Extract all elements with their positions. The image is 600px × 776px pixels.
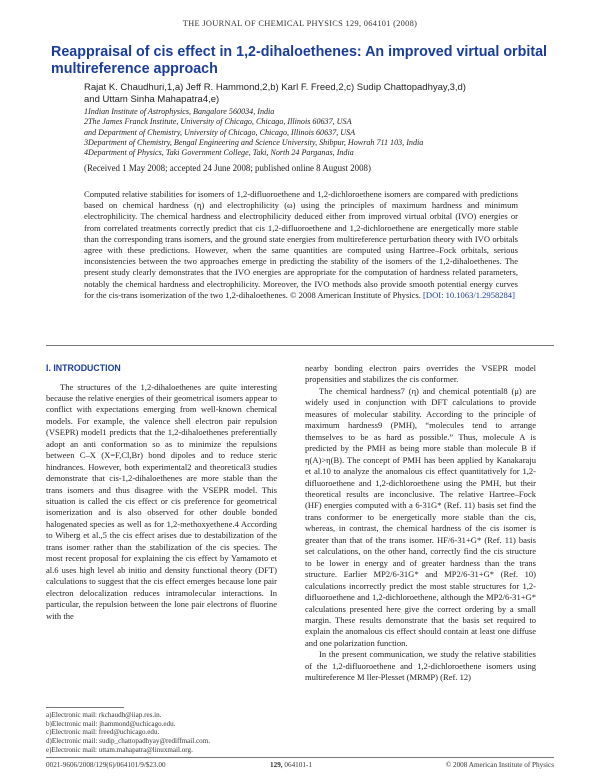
affiliation: 2The James Franck Institute, University of Chicago, Chicago, Illinois 60637, USA [84, 117, 352, 127]
affiliation: 1Indian Institute of Astrophysics, Bangalore 560034, India [84, 107, 275, 116]
section-divider [46, 345, 554, 346]
intro-paragraph-1-cont: nearby bonding electron pairs overrides the VSEPR model propensities and stabilizes the cis conformer. [305, 363, 536, 385]
footnote: b)Electronic mail: jhammond@uchicago.edu. [46, 719, 176, 728]
affiliations [84, 107, 544, 158]
running-head: THE JOURNAL OF CHEMICAL PHYSICS 129, 064101 (2008) [182, 19, 418, 28]
footer-page-number [270, 761, 312, 769]
footnote-divider [46, 707, 124, 708]
footnote: d)Electronic mail: sudip_chattopadhyay@rediffmail.com. [46, 737, 210, 746]
section-heading: I. INTRODUCTION [46, 363, 121, 373]
article-title: Reappraisal of cis effect in 1,2-dihaloethenes: An improved virtual orbital multireference approach [51, 44, 548, 77]
footer-issn: 0021-9606/2008/129(6)/064101/9/$23.00 [46, 761, 166, 769]
footnote: c)Electronic mail: freed@uchicago.edu. [46, 728, 160, 737]
left-column [46, 363, 277, 622]
author-list [84, 82, 524, 105]
footer-copyright: © 2008 American Institute of Physics [445, 761, 554, 769]
footnotes [46, 711, 286, 755]
intro-paragraph-3: In the present communication, we study the relative stabilities of the 1,2-difluoroethene and 1,2-dichloroethene isomers using multireference M ller-Plesset (MRMP) (Ref. 12) [305, 649, 536, 683]
abstract [84, 189, 518, 301]
authors-line-1: Rajat K. Chaudhuri,1,a) Jeff R. Hammond,2,b) Karl F. Freed,2,c) Sudip Chattopadhyay,3,d) [84, 82, 466, 93]
footer-page: 064101-1 [282, 761, 312, 769]
right-column [305, 363, 536, 684]
doi-link[interactable]: [DOI: 10.1063/1.2958284] [423, 289, 515, 300]
affiliation: 4Department of Physics, Taki Government College, Taki, North 24 Parganas, India [84, 148, 354, 158]
received-dates: (Received 1 May 2008; accepted 24 June 2008; published online 8 August 2008) [84, 163, 371, 173]
affiliation: and Department of Chemistry, University of Chicago, Chicago, Illinois 60637, USA [84, 127, 356, 137]
footnote: a)Electronic mail: rkchaudh@iiap.res.in. [46, 711, 162, 719]
affiliation: 3Department of Chemistry, Bengal Engineering and Science University, Shibpur, Howrah 711 103, India [84, 137, 424, 147]
authors-line-2: and Uttam Sinha Mahapatra4,e) [84, 93, 220, 105]
intro-paragraph-2: The chemical hardness7 (η) and chemical potential8 (μ) are widely used in conjunction with DFT calculations to provide measures of molecular stability. According to the principle of maximum hardness9 (PMH), “molecules tend to arrange themselves to be as hard as possible.” Thus, molecule A is predicted by the PMH as being more stable than molecule B if η(A)>η(B). The concept of PMH has been applied by Kanakaraju et al.10 to analyze the anomalous cis effect quantitatively for 1,2-difluoroethene and 1,2-dichloroethene using the PMH, but their theoretical results are inconclusive. The relative Hartree–Fock (HF) energies computed with a 6-31G* (Ref. 11) basis set find the trans conformer to be energetically more stable than the cis, whereas, in contrast, the chemical hardness of the cis isomer is greater than that of the trans isomer. HF/6-31+G* (Ref. 11) basis set calculations, on the other hand, correctly find the cis structure to be lower in energy and of greater hardness than the trans structure. Earlier MP2/6-31G* and MP2/6-31+G* (Ref. 10) calculations incorrectly predict the most stable structures for 1,2-difluoroethene and 1,2-dichloroethene, although the MP2/6-31+G* calculations presented here give the correct ordering by a small margin. These results demonstrate that the basis set required to explain the anomalous cis effect should contain at least one diffuse and one polarization function. [305, 385, 536, 648]
intro-paragraph-1: The structures of the 1,2-dihaloethenes are quite interesting because the relative energies of their geometrical isomers appear to conflict with expectations emerging from well-known chemical models. For example, the valence shell electron pair repulsion (VSEPR) model1 predicts that the 1,2-dihaloethenes preferentially adopt an anti conformation so as to minimize the repulsions between C–X (X=F,Cl,Br) bond dipoles and to reduce steric hindrances. However, both experimental2 and theoretical3 studies demonstrate that cis-1,2-dihaloethenes are more stable than the trans isomers and thus disagree with the VSEPR model. This situation is called the cis effect or cis preference for geometrical isomerization and is also observed for other double bonded halogenated species as well as for 1,2-methoxyethene.4 According to Wiberg et al.,5 the cis effect arises due to destabilization of the trans isomer rather than the stabilization of the cis species. The most recent proposal for explaining the cis effect by Yamamoto et al.6 uses high level ab initio and density functional theory (DFT) calculations to suggest that the cis effect emerges because lone pair electron delocalization reduces intramolecular interactions. In particular, the repulsion between the lone pair electrons of fluorine with the [46, 381, 277, 621]
footnote: e)Electronic mail: uttam.mahapatra@linuxmail.org. [46, 745, 193, 754]
abstract-text: Computed relative stabilities for isomers of 1,2-difluoroethene and 1,2-dichloroethene isomers are compared with predictions based on chemical hardness (η) and electrophilicity (ω) using the principles of maximum hardness and minimum electrophilicity. The chemical hardness and electrophilicity deduced either from improved virtual orbital (IVO) energies or from correlated treatments correctly predict that cis 1,2-difluoroethene and 1,2-dichloroethene are energetically more stable than the corresponding trans isomers, and the ground state energies from multireference perturbation theory with IVO orbitals agree with these predictions. However, when the same quantities are computed using Hartree–Fock orbitals, serious inconsistencies between the two approaches emerge in predicting the stability of the isomers of the 1,2-dihaloethenes. The present study clearly demonstrates that the IVO energies are appropriate for the computation of hardness related parameters, notably the chemical hardness and electrophilicity. Moreover, the IVO methods also provide smooth potential energy curves for the cis-trans isomerization of the two 1,2-dihaloethenes. © 2008 American Institute of Physics. [84, 189, 518, 300]
footer-volume: 129, [270, 761, 283, 769]
footer-divider [46, 757, 554, 758]
